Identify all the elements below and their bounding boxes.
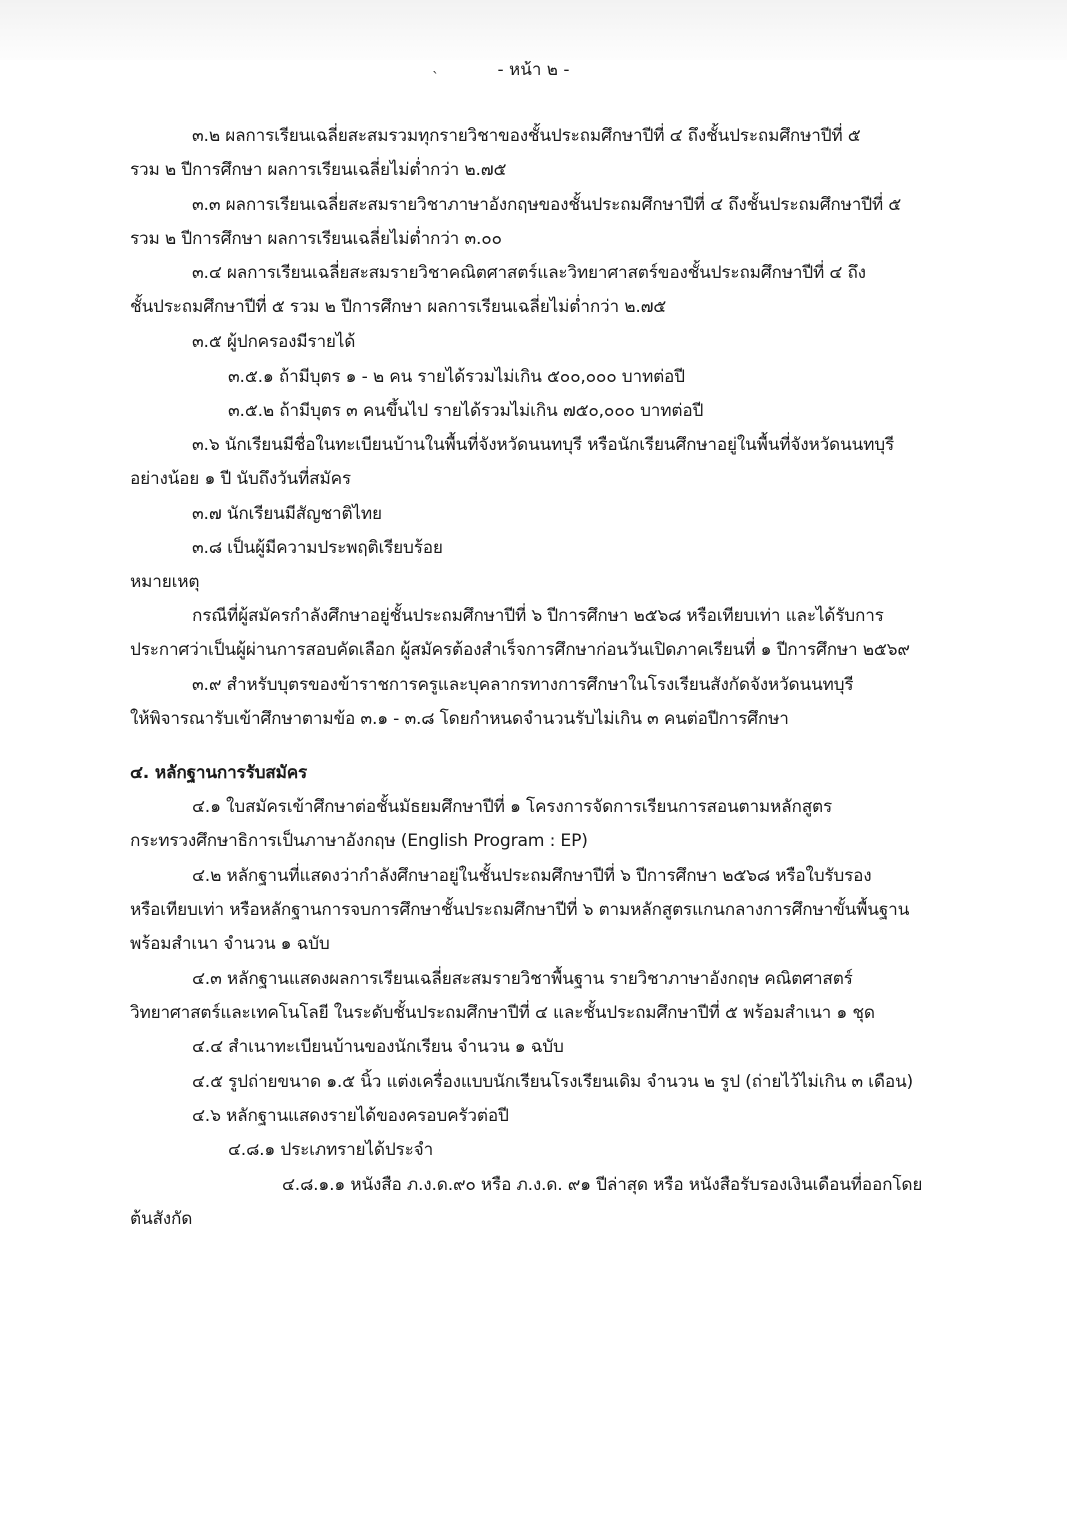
- item-4-2-line2: หรือเทียบเท่า หรือหลักฐานการจบการศึกษาชั้นประถมศึกษาปีที่ ๖ ตามหลักสูตรแกนกลางการศึกษาขั้นพื้นฐาน: [130, 900, 910, 920]
- item-4-1-line1: ๔.๑ ใบสมัครเข้าศึกษาต่อชั้นมัธยมศึกษาปีที่ ๑ โครงการจัดการเรียนการสอนตามหลักสูตร: [192, 797, 832, 817]
- item-3-8: ๓.๘ เป็นผู้มีความประพฤติเรียบร้อย: [192, 538, 443, 558]
- item-3-2-line2: รวม ๒ ปีการศึกษา ผลการเรียนเฉลี่ยไม่ต่ำกว่า ๒.๗๕: [130, 160, 507, 180]
- item-3-4-line1: ๓.๔ ผลการเรียนเฉลี่ยสะสมรายวิชาคณิตศาสตร์และวิทยาศาสตร์ของชั้นประถมศึกษาปีที่ ๔ ถึง: [192, 263, 866, 283]
- section-4-heading: ๔. หลักฐานการรับสมัคร: [130, 763, 308, 783]
- item-3-3-line2: รวม ๒ ปีการศึกษา ผลการเรียนเฉลี่ยไม่ต่ำกว่า ๓.๐๐: [130, 229, 502, 249]
- item-4-5: ๔.๕ รูปถ่ายขนาด ๑.๕ นิ้ว แต่งเครื่องแบบนักเรียนโรงเรียนเดิม จำนวน ๒ รูป (ถ่ายไว้ไม่เกิน ๓ เดือน): [192, 1072, 913, 1092]
- item-4-1-line2: กระทรวงศึกษาธิการเป็นภาษาอังกฤษ (English Program : EP): [130, 831, 588, 851]
- note-line2: ประกาศว่าเป็นผู้ผ่านการสอบคัดเลือก ผู้สมัครต้องสำเร็จการศึกษาก่อนวันเปิดภาคเรียนที่ ๑ ปีการศึกษา ๒๕๖๙: [130, 640, 910, 660]
- scan-mark: ˎ: [432, 58, 439, 74]
- item-4-3-line1: ๔.๓ หลักฐานแสดงผลการเรียนเฉลี่ยสะสมรายวิชาพื้นฐาน รายวิชาภาษาอังกฤษ คณิตศาสตร์: [192, 969, 853, 989]
- item-3-7: ๓.๗ นักเรียนมีสัญชาติไทย: [192, 504, 382, 524]
- item-4-2-line1: ๔.๒ หลักฐานที่แสดงว่ากำลังศึกษาอยู่ในชั้นประถมศึกษาปีที่ ๖ ปีการศึกษา ๒๕๖๘ หรือใบรับรอง: [192, 866, 872, 886]
- item-3-5-1: ๓.๕.๑ ถ้ามีบุตร ๑ - ๒ คน รายได้รวมไม่เกิน ๕๐๐,๐๐๐ บาทต่อปี: [228, 367, 685, 387]
- item-4-8-1: ๔.๘.๑ ประเภทรายได้ประจำ: [228, 1140, 434, 1160]
- item-4-8-1-1-line2: ต้นสังกัด: [130, 1209, 193, 1229]
- item-3-5-2: ๓.๕.๒ ถ้ามีบุตร ๓ คนขึ้นไป รายได้รวมไม่เกิน ๗๕๐,๐๐๐ บาทต่อปี: [228, 401, 704, 421]
- note-line1: กรณีที่ผู้สมัครกำลังศึกษาอยู่ชั้นประถมศึกษาปีที่ ๖ ปีการศึกษา ๒๕๖๘ หรือเทียบเท่า และได้รับการ: [192, 606, 884, 626]
- scan-top-band: [0, 0, 1067, 60]
- item-4-6-line1: ๔.๖ หลักฐานแสดงรายได้ของครอบครัวต่อปี: [192, 1106, 509, 1126]
- item-3-3-line1: ๓.๓ ผลการเรียนเฉลี่ยสะสมรายวิชาภาษาอังกฤษของชั้นประถมศึกษาปีที่ ๔ ถึงชั้นประถมศึกษาปีที่ ๕: [192, 195, 902, 215]
- item-3-4-line2: ชั้นประถมศึกษาปีที่ ๕ รวม ๒ ปีการศึกษา ผลการเรียนเฉลี่ยไม่ต่ำกว่า ๒.๗๕: [130, 297, 667, 317]
- item-4-4: ๔.๔ สำเนาทะเบียนบ้านของนักเรียน จำนวน ๑ ฉบับ: [192, 1037, 564, 1057]
- note-heading: หมายเหตุ: [130, 572, 200, 592]
- item-4-2-line3: พร้อมสำเนา จำนวน ๑ ฉบับ: [130, 934, 330, 954]
- item-4-3-line2: วิทยาศาสตร์และเทคโนโลยี ในระดับชั้นประถมศึกษาปีที่ ๔ และชั้นประถมศึกษาปีที่ ๕ พร้อมสำเนา ๑ ชุด: [130, 1003, 875, 1023]
- item-3-6-line2: อย่างน้อย ๑ ปี นับถึงวันที่สมัคร: [130, 469, 351, 489]
- item-4-8-1-1-line1: ๔.๘.๑.๑ หนังสือ ภ.ง.ด.๙๐ หรือ ภ.ง.ด. ๙๑ ปีล่าสุด หรือ หนังสือรับรองเงินเดือนที่ออกโดย: [282, 1175, 923, 1195]
- item-3-6-line1: ๓.๖ นักเรียนมีชื่อในทะเบียนบ้านในพื้นที่จังหวัดนนทบุรี หรือนักเรียนศึกษาอยู่ในพื้นที่จังหวัดนนทบุรี: [192, 435, 894, 455]
- item-3-9-line2: ให้พิจารณารับเข้าศึกษาตามข้อ ๓.๑ - ๓.๘ โดยกำหนดจำนวนรับไม่เกิน ๓ คนต่อปีการศึกษา: [130, 709, 789, 729]
- item-3-2-line1: ๓.๒ ผลการเรียนเฉลี่ยสะสมรวมทุกรายวิชาของชั้นประถมศึกษาปีที่ ๔ ถึงชั้นประถมศึกษาปีที่ ๕: [192, 126, 861, 146]
- item-3-5-line1: ๓.๕ ผู้ปกครองมีรายได้: [192, 332, 356, 352]
- page-number: - หน้า ๒ -: [497, 60, 570, 80]
- item-3-9-line1: ๓.๙ สำหรับบุตรของข้าราชการครูและบุคลากรทางการศึกษาในโรงเรียนสังกัดจังหวัดนนทบุรี: [192, 675, 854, 695]
